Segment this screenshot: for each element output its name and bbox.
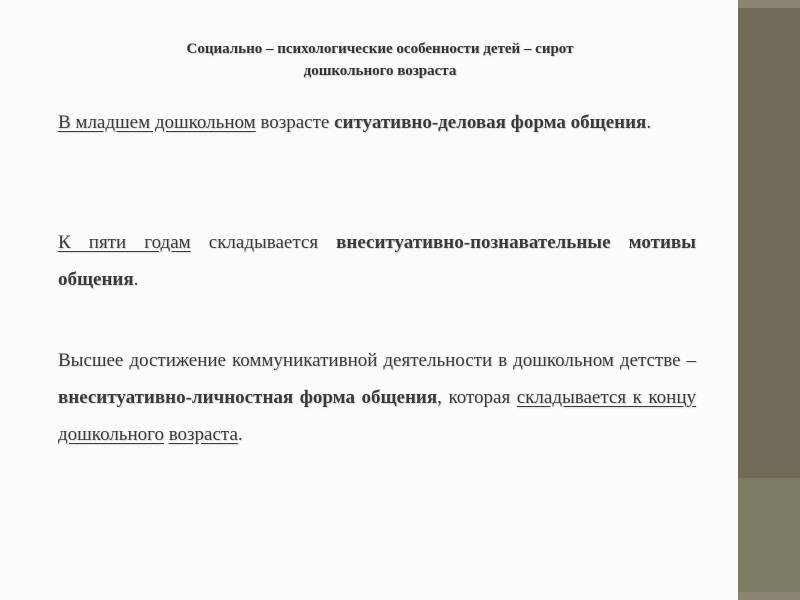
p2-underlined-phrase: К пяти годам bbox=[58, 232, 191, 253]
p3-bold-phrase: внеситуативно-личностная форма общения bbox=[58, 387, 438, 408]
paragraph-3 bbox=[58, 342, 696, 453]
p3-underlined-phrase-1: складывается к концу дошкольного bbox=[58, 387, 696, 445]
p1-bold-phrase: ситуативно-деловая форма общения bbox=[334, 112, 647, 133]
p2-period: . bbox=[133, 269, 139, 290]
p3-period: . bbox=[237, 424, 243, 445]
decorative-sidebar bbox=[738, 0, 800, 600]
p3-text: Высшее достижение коммуникативной деятельности в дошкольном детстве – bbox=[58, 350, 696, 371]
p2-text: складывается bbox=[190, 232, 337, 253]
p1-text: возрасте bbox=[255, 112, 335, 133]
sidebar-bottom-stripe bbox=[738, 592, 800, 600]
slide-title-line2: дошкольного возраста bbox=[303, 63, 457, 79]
p1-period: . bbox=[646, 112, 652, 133]
paragraph-2 bbox=[58, 224, 696, 298]
slide-title bbox=[60, 38, 700, 82]
sidebar-lower-block bbox=[738, 478, 800, 600]
p1-underlined-phrase: В младшем дошкольном bbox=[58, 112, 256, 133]
p3-underlined-phrase-2: возраста bbox=[168, 424, 238, 445]
p3-text-2: , которая bbox=[437, 387, 517, 408]
slide-title-line1: Социально – психологические особенности детей – сирот bbox=[186, 41, 574, 57]
paragraph-1 bbox=[58, 104, 696, 141]
p2-bold-phrase: внеситуативно-познавательные мотивы общения bbox=[58, 232, 696, 290]
sidebar-top-stripe bbox=[738, 0, 800, 8]
